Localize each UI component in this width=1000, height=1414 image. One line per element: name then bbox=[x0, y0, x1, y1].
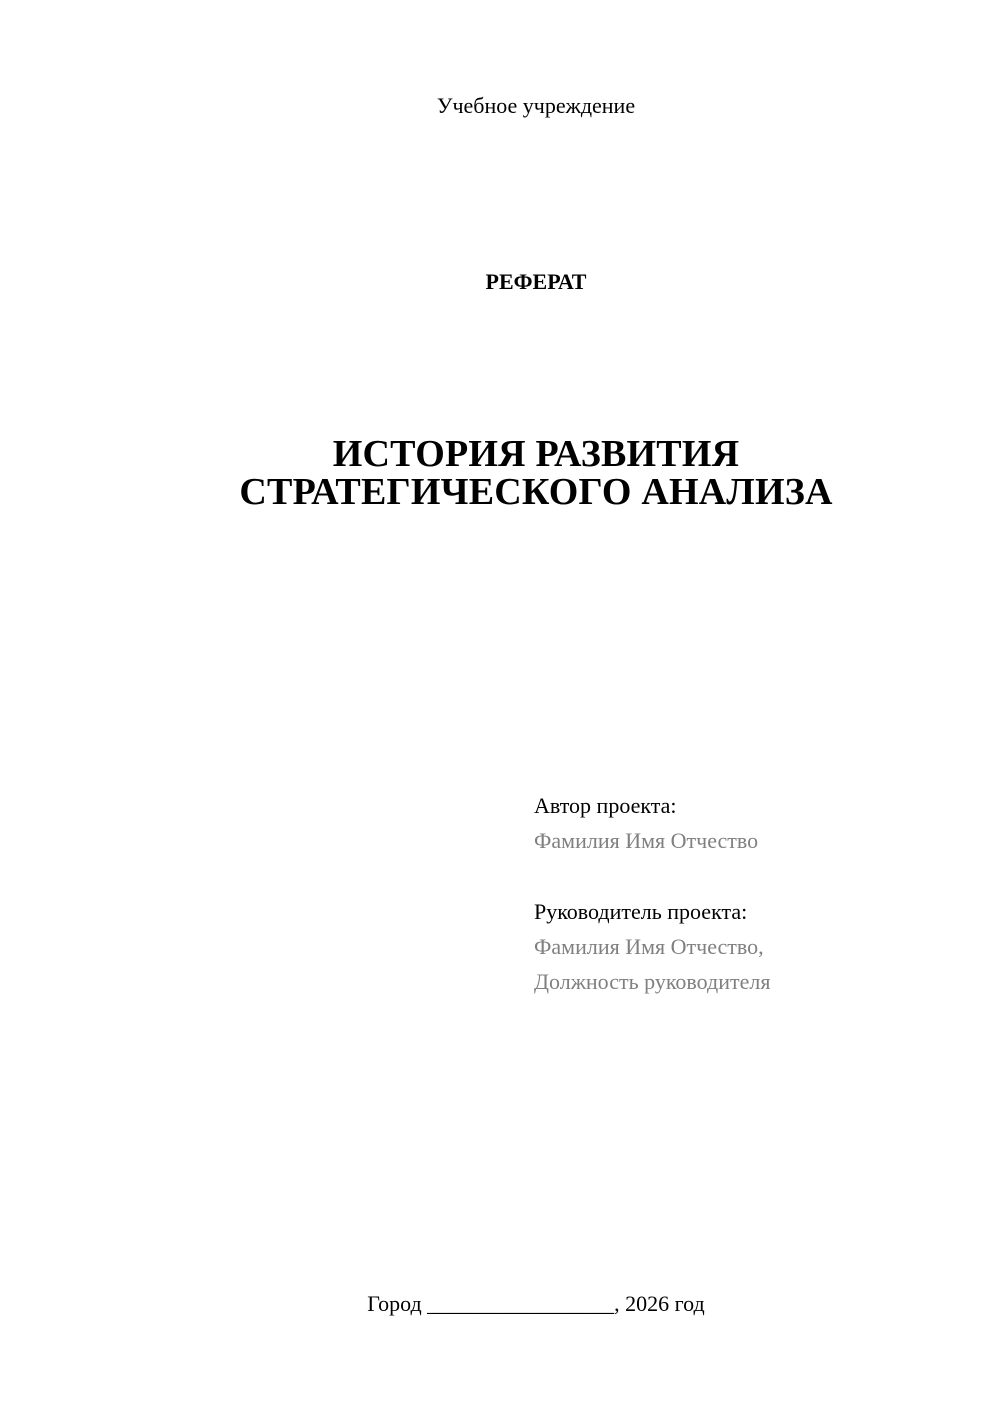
city-year-footer: Город _________________, 2026 год bbox=[367, 1291, 705, 1316]
project-info bbox=[534, 788, 770, 999]
document-title bbox=[0, 435, 1000, 511]
info-spacer bbox=[534, 858, 770, 894]
supervisor-label: Руководитель проекта: bbox=[534, 899, 748, 924]
title-line-1: ИСТОРИЯ РАЗВИТИЯ bbox=[332, 433, 740, 475]
author-label: Автор проекта: bbox=[534, 793, 677, 818]
supervisor-position: Должность руководителя bbox=[534, 969, 771, 994]
author-name: Фамилия Имя Отчество bbox=[534, 828, 759, 853]
supervisor-name: Фамилия Имя Отчество, bbox=[534, 934, 764, 959]
title-line-2: СТРАТЕГИЧЕСКОГО АНАЛИЗА bbox=[239, 471, 833, 513]
institution-name: Учебное учреждение bbox=[436, 93, 636, 118]
document-type: РЕФЕРАТ bbox=[485, 269, 587, 294]
